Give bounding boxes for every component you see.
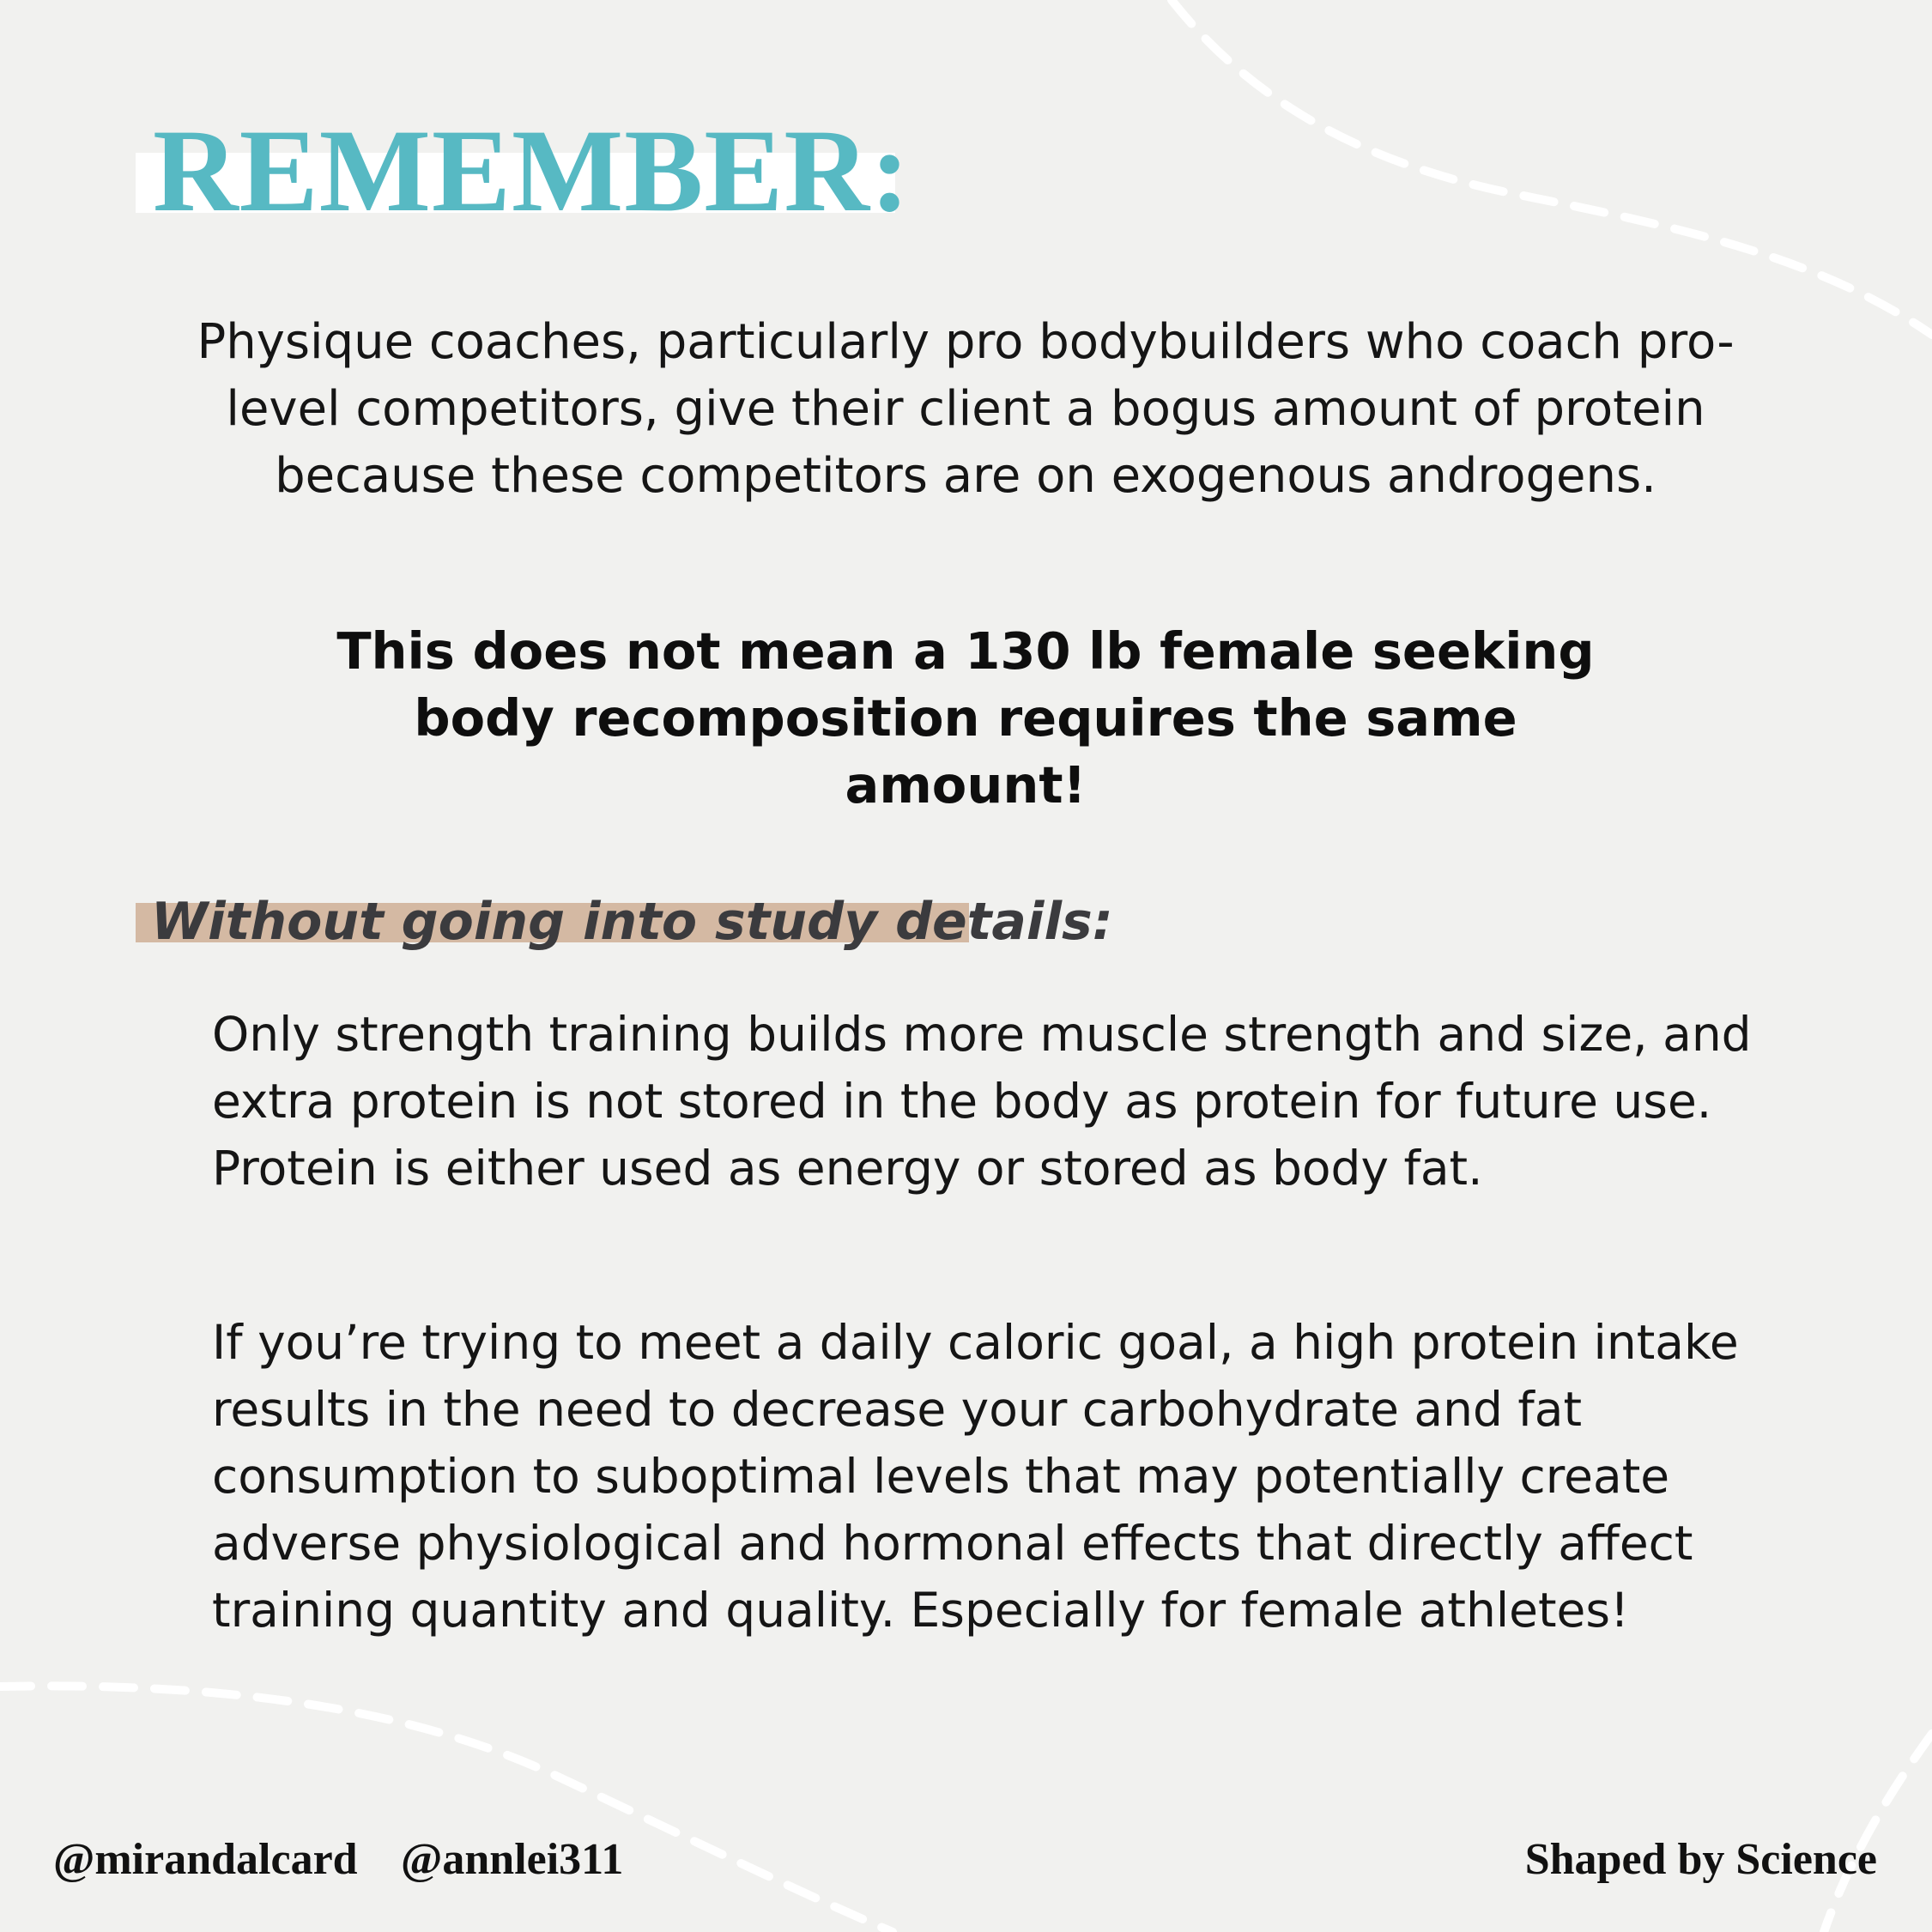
brand-name: Shaped by Science [1524,1835,1877,1884]
title-block [136,105,911,236]
subheading-block [136,884,1113,978]
emphasis-statement: This does not mean a 130 lb female seeking body recomposition requires the same amount! [336,621,1595,815]
intro-paragraph: Physique coaches, particularly pro bodybuilders who coach pro-level competitors, give their client a bogus amount of protein because these competitors are on exogenous androgens. [197,314,1735,504]
bottom-left-dashed-curve [0,1686,893,1932]
author-handle-1: @mirandalcard [53,1835,358,1884]
paragraph-strength-training: Only strength training builds more muscle strength and size, and extra protein is not stored in the body as protein for future use. Protein is either used as energy or stored as body fat. [212,1007,1752,1196]
author-handle-2: @annlei311 [401,1835,624,1884]
subheading: Without going into study details: [151,892,1113,952]
page-title: REMEMBER: [153,105,911,236]
top-right-dashed-curve [1172,0,1932,335]
paragraph-caloric-goal: If you’re trying to meet a daily caloric goal, a high protein intake results in the need to decrease your carbohydrate and fat consumption to suboptimal levels that may potentially create adverse physiological and hormonal effects that directly affect training quantity and quality. Especially for female athletes! [212,1315,1739,1638]
